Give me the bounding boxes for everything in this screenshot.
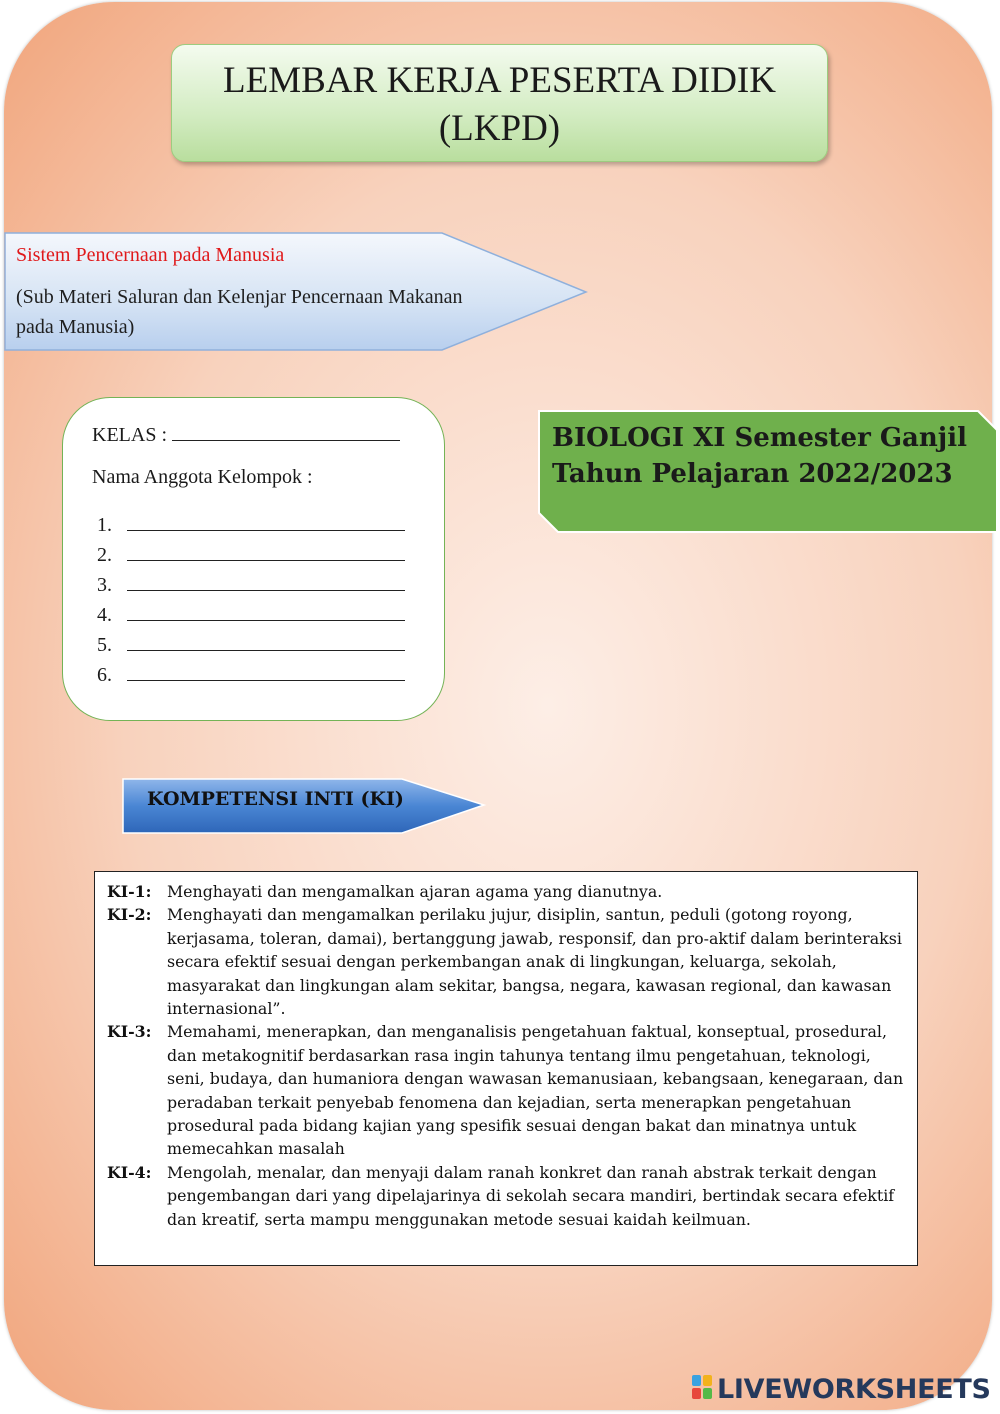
ki-item [107, 880, 905, 903]
ki-text: Menghayati dan mengamalkan ajaran agama yang dianutnya. [167, 882, 663, 901]
member-input-line[interactable] [127, 620, 405, 621]
member-list [97, 510, 405, 690]
ki-item [107, 1020, 905, 1160]
subject-line-1: BIOLOGI XI Semester Ganjil [552, 423, 967, 453]
group-member-card [62, 397, 445, 721]
ki-label: KI-3: [107, 1022, 152, 1042]
class-input-line[interactable] [172, 440, 400, 441]
ki-label: KI-4: [107, 1162, 152, 1182]
watermark-text: LIVEWORKSHEETS [717, 1374, 991, 1405]
class-label: KELAS : [92, 424, 167, 446]
topic-title: Sistem Pencernaan pada Manusia [16, 244, 285, 266]
ki-item [107, 1161, 905, 1231]
page-title [171, 44, 828, 162]
ki-label: KI-2: [107, 905, 152, 925]
member-input-line[interactable] [127, 590, 405, 591]
topic-block [16, 240, 476, 342]
member-number: 3. [97, 574, 112, 596]
liveworksheets-logo [692, 1374, 991, 1406]
member-input-line[interactable] [127, 530, 405, 531]
member-row [97, 630, 405, 660]
subject-heading [552, 420, 982, 492]
member-number: 2. [97, 544, 112, 566]
member-input-line[interactable] [127, 650, 405, 651]
ki-text: Mengolah, menalar, dan menyaji dalam ranah konkret dan ranah abstrak terkait dengan pengembangan dari yang dipelajarinya di sekolah secara mandiri, bertindak secara efektif dan kreatif, serta mampu menggunakan metode sesuai kaidah keilmuan. [167, 1162, 895, 1229]
class-row [92, 424, 400, 447]
ki-label: KI-1: [107, 882, 152, 901]
ki-text: Memahami, menerapkan, dan menganalisis pengetahuan faktual, konseptual, prosedural, dan metakognitif berdasarkan rasa ingin tahunya tentang ilmu pengetahuan, teknologi, seni, budaya, dan humaniora dengan wawasan kemanusiaan, kebangsaan, kenegaraan, dan peradaban terkait penyebab fenomena dan kejadian, serta menerapkan pengetahuan prosedural pada bidang kajian yang spesifik sesuai dengan bakat dan minatnya untuk memecahkan masalah [167, 1022, 904, 1159]
member-input-line[interactable] [127, 560, 405, 561]
member-row [97, 600, 405, 630]
ki-item [107, 903, 905, 1020]
title-line-2: (LKPD) [438, 108, 561, 149]
subject-line-2: Tahun Pelajaran 2022/2023 [552, 459, 953, 489]
member-row [97, 510, 405, 540]
ki-list-box [94, 871, 918, 1266]
member-number: 4. [97, 604, 112, 626]
ki-text: Menghayati dan mengamalkan perilaku jujur, disiplin, santun, peduli (gotong royong, kerjasama, toleran, damai), bertanggung jawab, responsif, dan pro-aktif dalam berinteraksi secara efektif sesuai dengan perkembangan anak di lingkungan, keluarga, sekolah, masyarakat dan lingkungan alam sekitar, bangsa, negara, kawasan regional, dan kawasan internasional”. [167, 905, 902, 1019]
member-number: 6. [97, 664, 112, 686]
title-line-1: LEMBAR KERJA PESERTA DIDIK [223, 60, 776, 101]
liveworksheets-icon [692, 1375, 714, 1401]
member-row [97, 570, 405, 600]
member-number: 5. [97, 634, 112, 656]
member-names-label: Nama Anggota Kelompok : [92, 466, 313, 488]
topic-subtitle: (Sub Materi Saluran dan Kelenjar Pencernaan Makanan pada Manusia) [16, 286, 463, 338]
ki-banner-label: KOMPETENSI INTI (KI) [147, 788, 404, 810]
member-number: 1. [97, 514, 112, 536]
member-input-line[interactable] [127, 680, 405, 681]
member-row [97, 540, 405, 570]
member-row [97, 660, 405, 690]
